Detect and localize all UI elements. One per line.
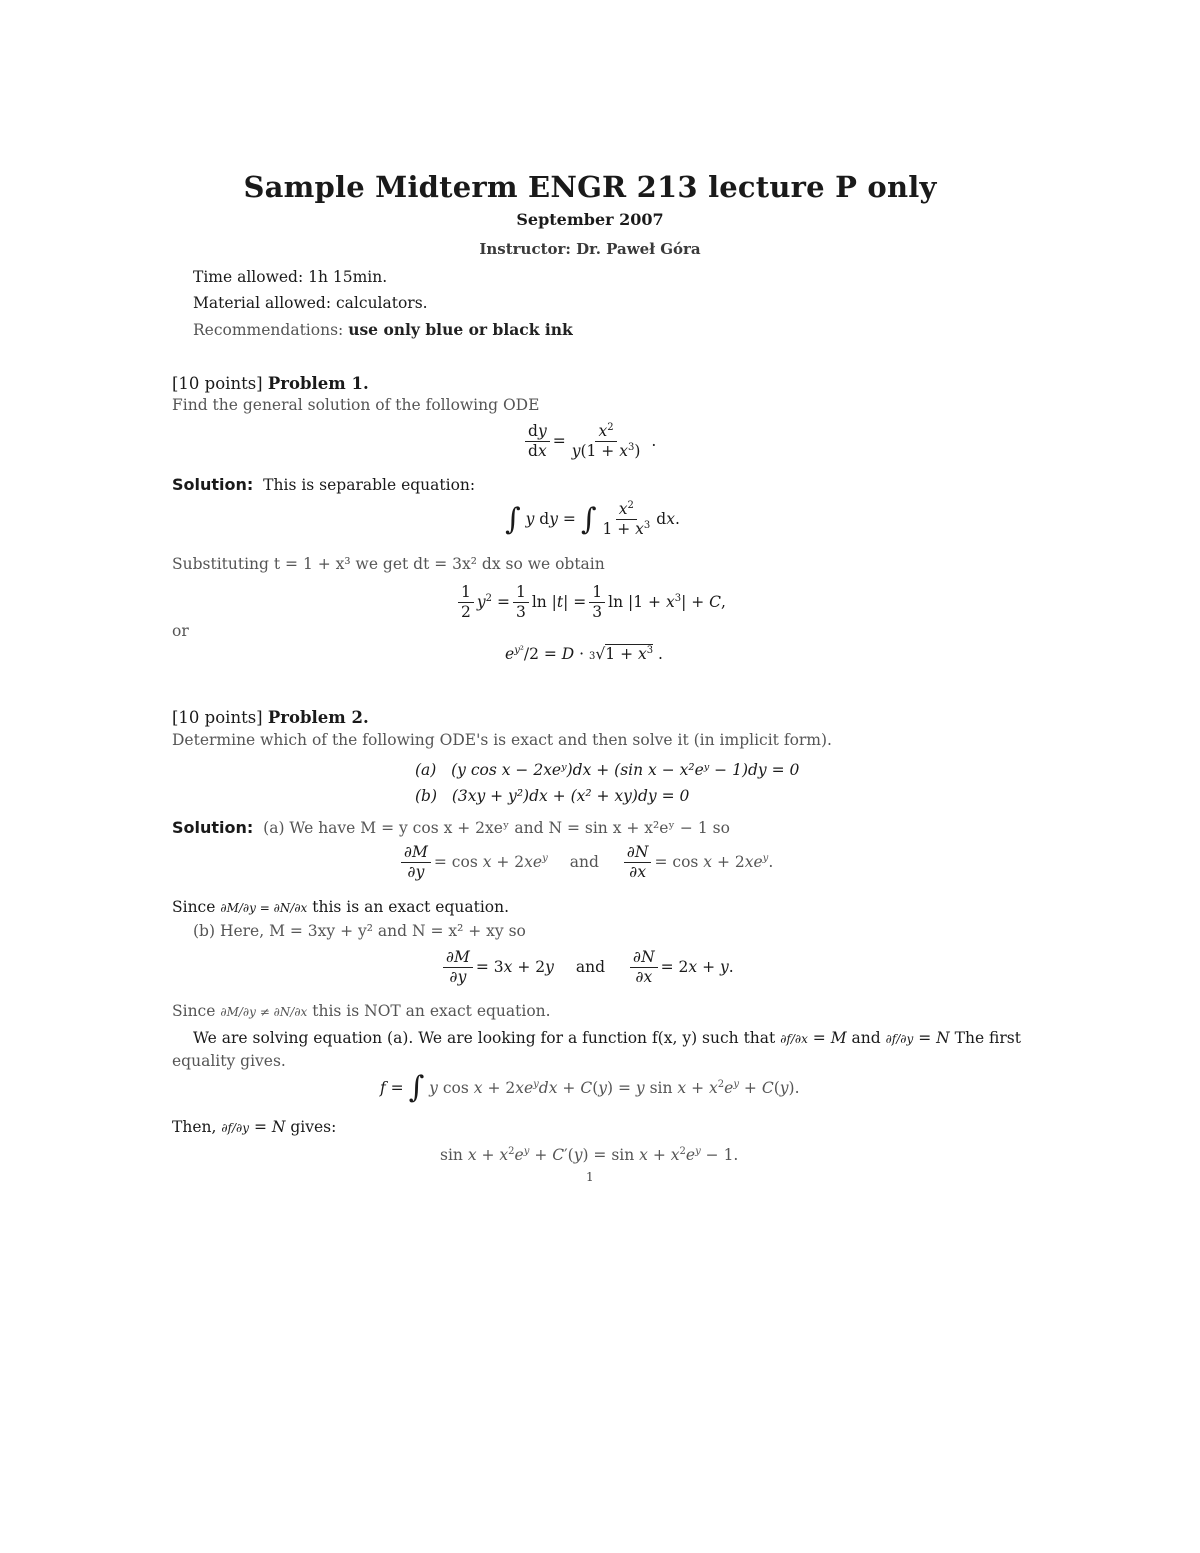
problem2-points: [10 points] [172,708,263,727]
equation-partials-a: $\frac{\partial M}{\partial y}$ = $\cos x + 2xe^y$ and $\frac{\partial N}{\partial x}$ = $\cos x + 2xe^y$. [398,843,773,881]
equation-b [415,787,689,805]
problem1-solution-label: Solution: [172,475,254,494]
equation-partials-b: $\frac{\partial M}{\partial y}$ = 3x + 2y and $\frac{\partial N}{\partial x}$ = 2x + y. [440,948,734,986]
eq-a-body: (y cos x − 2xeʸ)dx + (sin x − x²eʸ − 1)dy = 0 [451,761,800,779]
problem2-heading [172,708,369,727]
problem2-solution [172,818,730,837]
equation-a [415,761,799,779]
equality-gives: equality gives. [172,1052,286,1070]
problem1-prompt: Find the general solution of the following ODE [172,396,540,414]
equation-integral: ∫ y dy = ∫ $\frac{x^2}{1 + x^3}$ dx. [505,499,680,538]
then-label: Then, [172,1118,217,1136]
problem2-title: Problem 2. [267,708,369,727]
recommend-bold: use only blue or black ink [348,320,573,339]
material-allowed: Material allowed: calculators. [193,294,428,312]
and-a: and [569,853,599,872]
problem1-points: [10 points] [172,374,263,393]
since-label-1: Since [172,898,216,916]
problem1-substitution: Substituting t = 1 + x³ we get dt = 3x² dx so we obtain [172,555,605,573]
solving-1: We are solving equation (a). We are looking for a function f(x, y) such that [193,1029,776,1047]
page-number: 1 [586,1170,594,1184]
and-b: and [575,958,606,977]
time-allowed: Time allowed: 1h 15min. [193,268,388,286]
problem1-solution-text: This is separable equation: [263,476,476,494]
eq-b-body: (3xy + y²)dx + (x² + xy)dy = 0 [451,787,690,805]
then-line: Then, ∂f/∂y = N gives: [172,1118,337,1136]
recommendations [193,320,573,339]
problem1-heading [172,374,369,393]
equation-ode1: $\frac{dy}{dx}$ = $\frac{x^2}{y(1 + x^3)}$ . [522,422,656,460]
since-exact: Since ∂M/∂y = ∂N/∂x this is an exact equation. [172,898,510,916]
eq-a-label: (a) [415,761,437,779]
since-label-2: Since [172,1002,216,1020]
since-not-exact: Since ∂M/∂y ≠ ∂N/∂x this is NOT an exact equation. [172,1002,551,1020]
problem2-part-b: (b) Here, M = 3xy + y² and N = x² + xy so [193,922,526,940]
eq-b-label: (b) [415,787,438,805]
problem2-prompt: Determine which of the following ODE's is exact and then solve it (in implicit form). [172,731,832,749]
gives-label: gives: [290,1118,337,1136]
page-title: Sample Midterm ENGR 213 lecture P only [243,170,937,204]
equation-final: $e^{y^2}/2 = D \cdot 3√1 + x^3$ . [505,644,663,663]
problem1-solution [172,475,475,494]
problem2-solution-label: Solution: [172,818,254,837]
recommend-prefix: Recommendations: [193,321,349,339]
equation-f: f = ∫ y $\cos x + 2xe^ydx + C(y) = y$ $\sin x + x^2e^y + C(y)$. [380,1070,800,1105]
solving-line: We are solving equation (a). We are looking for a function f(x, y) such that ∂f/∂x = M and ∂f/∂y = N The first [193,1029,1021,1047]
problem1-title: Problem 1. [267,374,369,393]
instructor: Instructor: Dr. Paweł Góra [479,240,701,258]
since-not-text: this is NOT an exact equation. [312,1002,551,1020]
since-exact-text: this is an exact equation. [312,898,510,916]
problem2-sol-a: (a) We have M = y cos x + 2xeʸ and N = sin x + x²eʸ − 1 so [263,819,730,837]
problem1-or: or [172,622,189,640]
solving-2: The first [954,1029,1021,1047]
equation-cprime: $\sin x + x^2e^y + C'(y) = \sin x + x^2e^y - 1$. [440,1145,739,1164]
equation-log: $\frac{1}{2}$ $y^2$ = $\frac{1}{3}$ ln |t| = $\frac{1}{3}$ $\ln |1 + x^3| + C$, [455,583,726,621]
exam-date: September 2007 [516,210,664,229]
